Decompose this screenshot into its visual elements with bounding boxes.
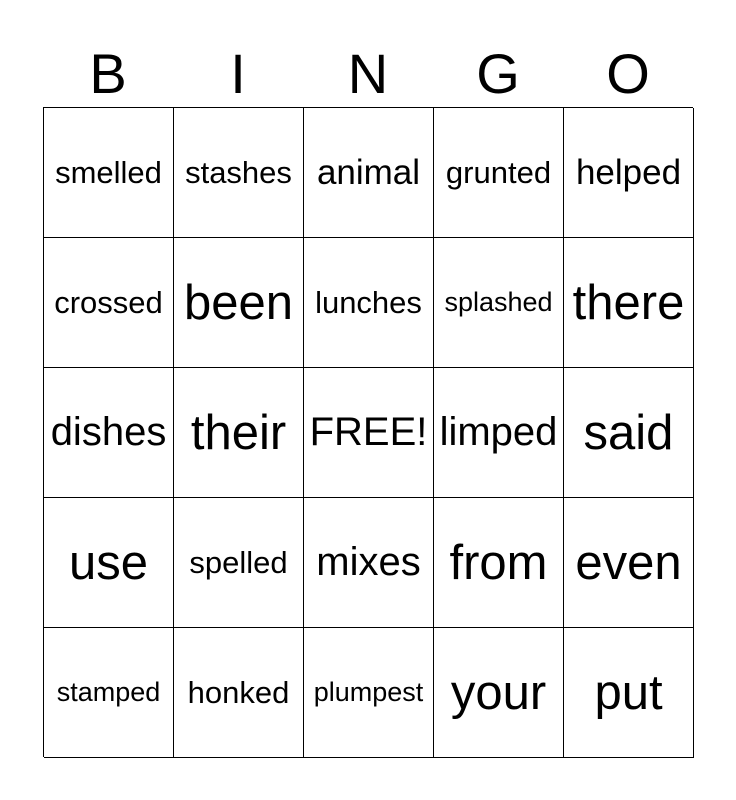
bingo-cell[interactable]: honked bbox=[174, 628, 304, 758]
bingo-cell[interactable]: from bbox=[434, 498, 564, 628]
header-letter-i: I bbox=[230, 42, 246, 105]
bingo-cell[interactable]: said bbox=[564, 368, 694, 498]
bingo-cell[interactable]: mixes bbox=[304, 498, 434, 628]
bingo-cell[interactable]: been bbox=[174, 238, 304, 368]
header-letter-g: G bbox=[476, 42, 520, 105]
bingo-cell[interactable]: stashes bbox=[174, 108, 304, 238]
bingo-cell[interactable]: lunches bbox=[304, 238, 434, 368]
bingo-cell[interactable]: stamped bbox=[44, 628, 174, 758]
header-letter-o: O bbox=[606, 42, 650, 105]
bingo-cell[interactable]: animal bbox=[304, 108, 434, 238]
bingo-cell[interactable]: splashed bbox=[434, 238, 564, 368]
bingo-cell[interactable]: helped bbox=[564, 108, 694, 238]
bingo-cell[interactable]: put bbox=[564, 628, 694, 758]
header-letter-b: B bbox=[89, 42, 127, 105]
bingo-cell[interactable]: limped bbox=[434, 368, 564, 498]
free-space[interactable]: FREE! bbox=[304, 368, 434, 498]
bingo-cell[interactable]: grunted bbox=[434, 108, 564, 238]
bingo-cell[interactable]: use bbox=[44, 498, 174, 628]
bingo-cell[interactable]: dishes bbox=[44, 368, 174, 498]
bingo-cell[interactable]: spelled bbox=[174, 498, 304, 628]
bingo-cell[interactable]: their bbox=[174, 368, 304, 498]
bingo-cell[interactable]: even bbox=[564, 498, 694, 628]
bingo-cell[interactable]: crossed bbox=[44, 238, 174, 368]
bingo-cell[interactable]: your bbox=[434, 628, 564, 758]
header-letter-n: N bbox=[347, 42, 389, 105]
bingo-header bbox=[43, 40, 693, 106]
bingo-cell[interactable]: plumpest bbox=[304, 628, 434, 758]
bingo-board bbox=[43, 107, 693, 757]
bingo-cell[interactable]: smelled bbox=[44, 108, 174, 238]
bingo-cell[interactable]: there bbox=[564, 238, 694, 368]
